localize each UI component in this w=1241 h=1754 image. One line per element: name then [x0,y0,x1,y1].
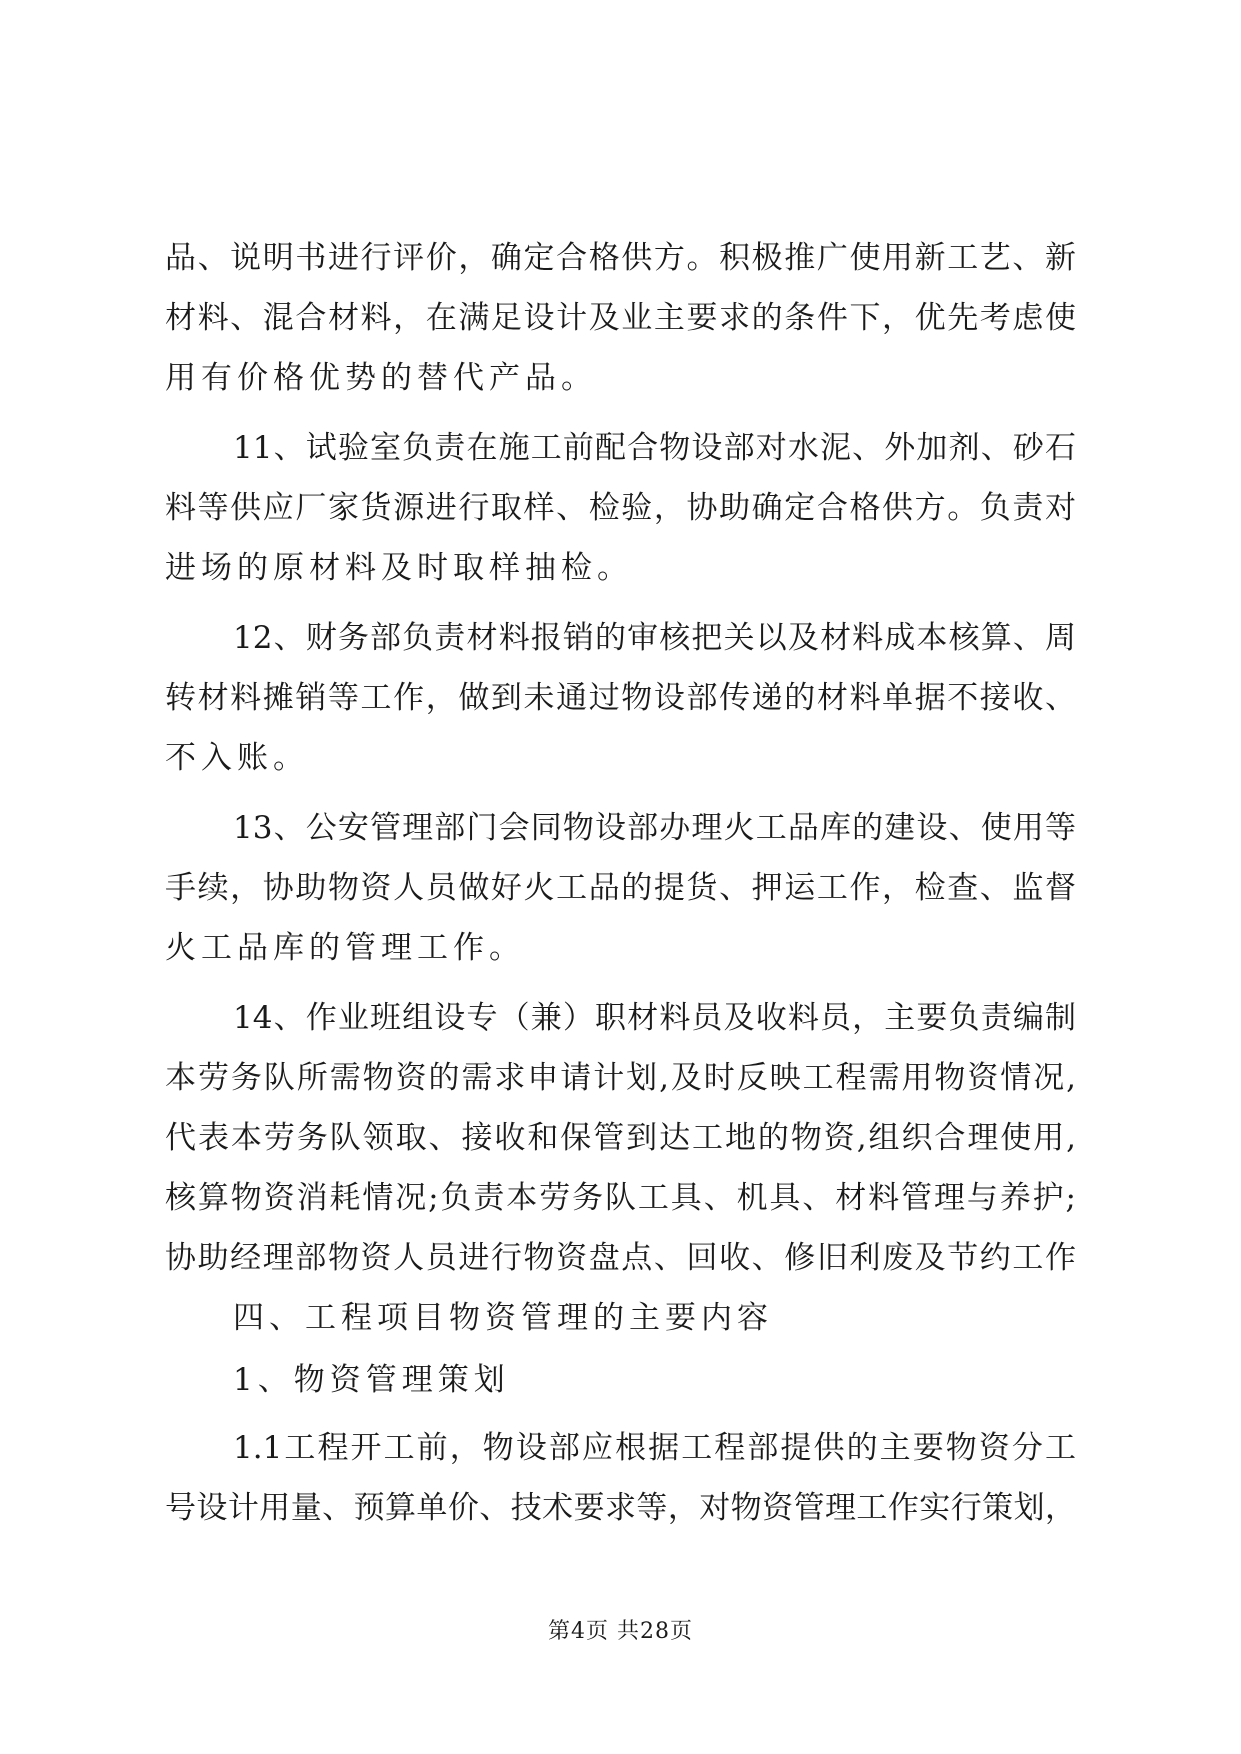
paragraph-line: 品、说明书进行评价，确定合格供方。积极推广使用新工艺、新 [165,240,1076,276]
paragraph-line: 转材料摊销等工作，做到未通过物设部传递的材料单据不接收、 [165,680,1076,716]
paragraph-line: 本劳务队所需物资的需求申请计划,及时反映工程需用物资情况, [165,1060,1076,1096]
paragraph-line: 12、财务部负责材料报销的审核把关以及材料成本核算、周 [233,620,1076,656]
paragraph-line: 料等供应厂家货源进行取样、检验，协助确定合格供方。负责对 [165,490,1076,526]
section-heading: 四、工程项目物资管理的主要内容 [233,1300,773,1336]
paragraph-line: 1.1工程开工前，物设部应根据工程部提供的主要物资分工 [233,1430,1076,1466]
paragraph-line: 14、作业班组设专（兼）职材料员及收料员，主要负责编制 [233,1000,1076,1036]
paragraph-line: 13、公安管理部门会同物设部办理火工品库的建设、使用等 [233,810,1076,846]
paragraph-line: 不入账。 [165,740,309,776]
paragraph-line: 手续，协助物资人员做好火工品的提货、押运工作，检查、监督 [165,870,1076,906]
paragraph-line: 协助经理部物资人员进行物资盘点、回收、修旧利废及节约工作 [165,1240,1076,1276]
subsection-heading: 1、物资管理策划 [233,1362,510,1398]
paragraph-line: 11、试验室负责在施工前配合物设部对水泥、外加剂、砂石 [233,430,1076,466]
paragraph-line: 代表本劳务队领取、接收和保管到达工地的物资,组织合理使用, [165,1120,1076,1156]
paragraph-line: 火工品库的管理工作。 [165,930,525,966]
page-number-footer: 第4页 共28页 [548,1619,693,1644]
paragraph-line: 号设计用量、预算单价、技术要求等，对物资管理工作实行策划， [165,1490,1076,1526]
paragraph-line: 核算物资消耗情况;负责本劳务队工具、机具、材料管理与养护; [165,1180,1076,1216]
paragraph-line: 材料、混合材料，在满足设计及业主要求的条件下，优先考虑使 [165,300,1076,336]
paragraph-line: 用有价格优势的替代产品。 [165,360,597,396]
paragraph-line: 进场的原材料及时取样抽检。 [165,550,633,586]
